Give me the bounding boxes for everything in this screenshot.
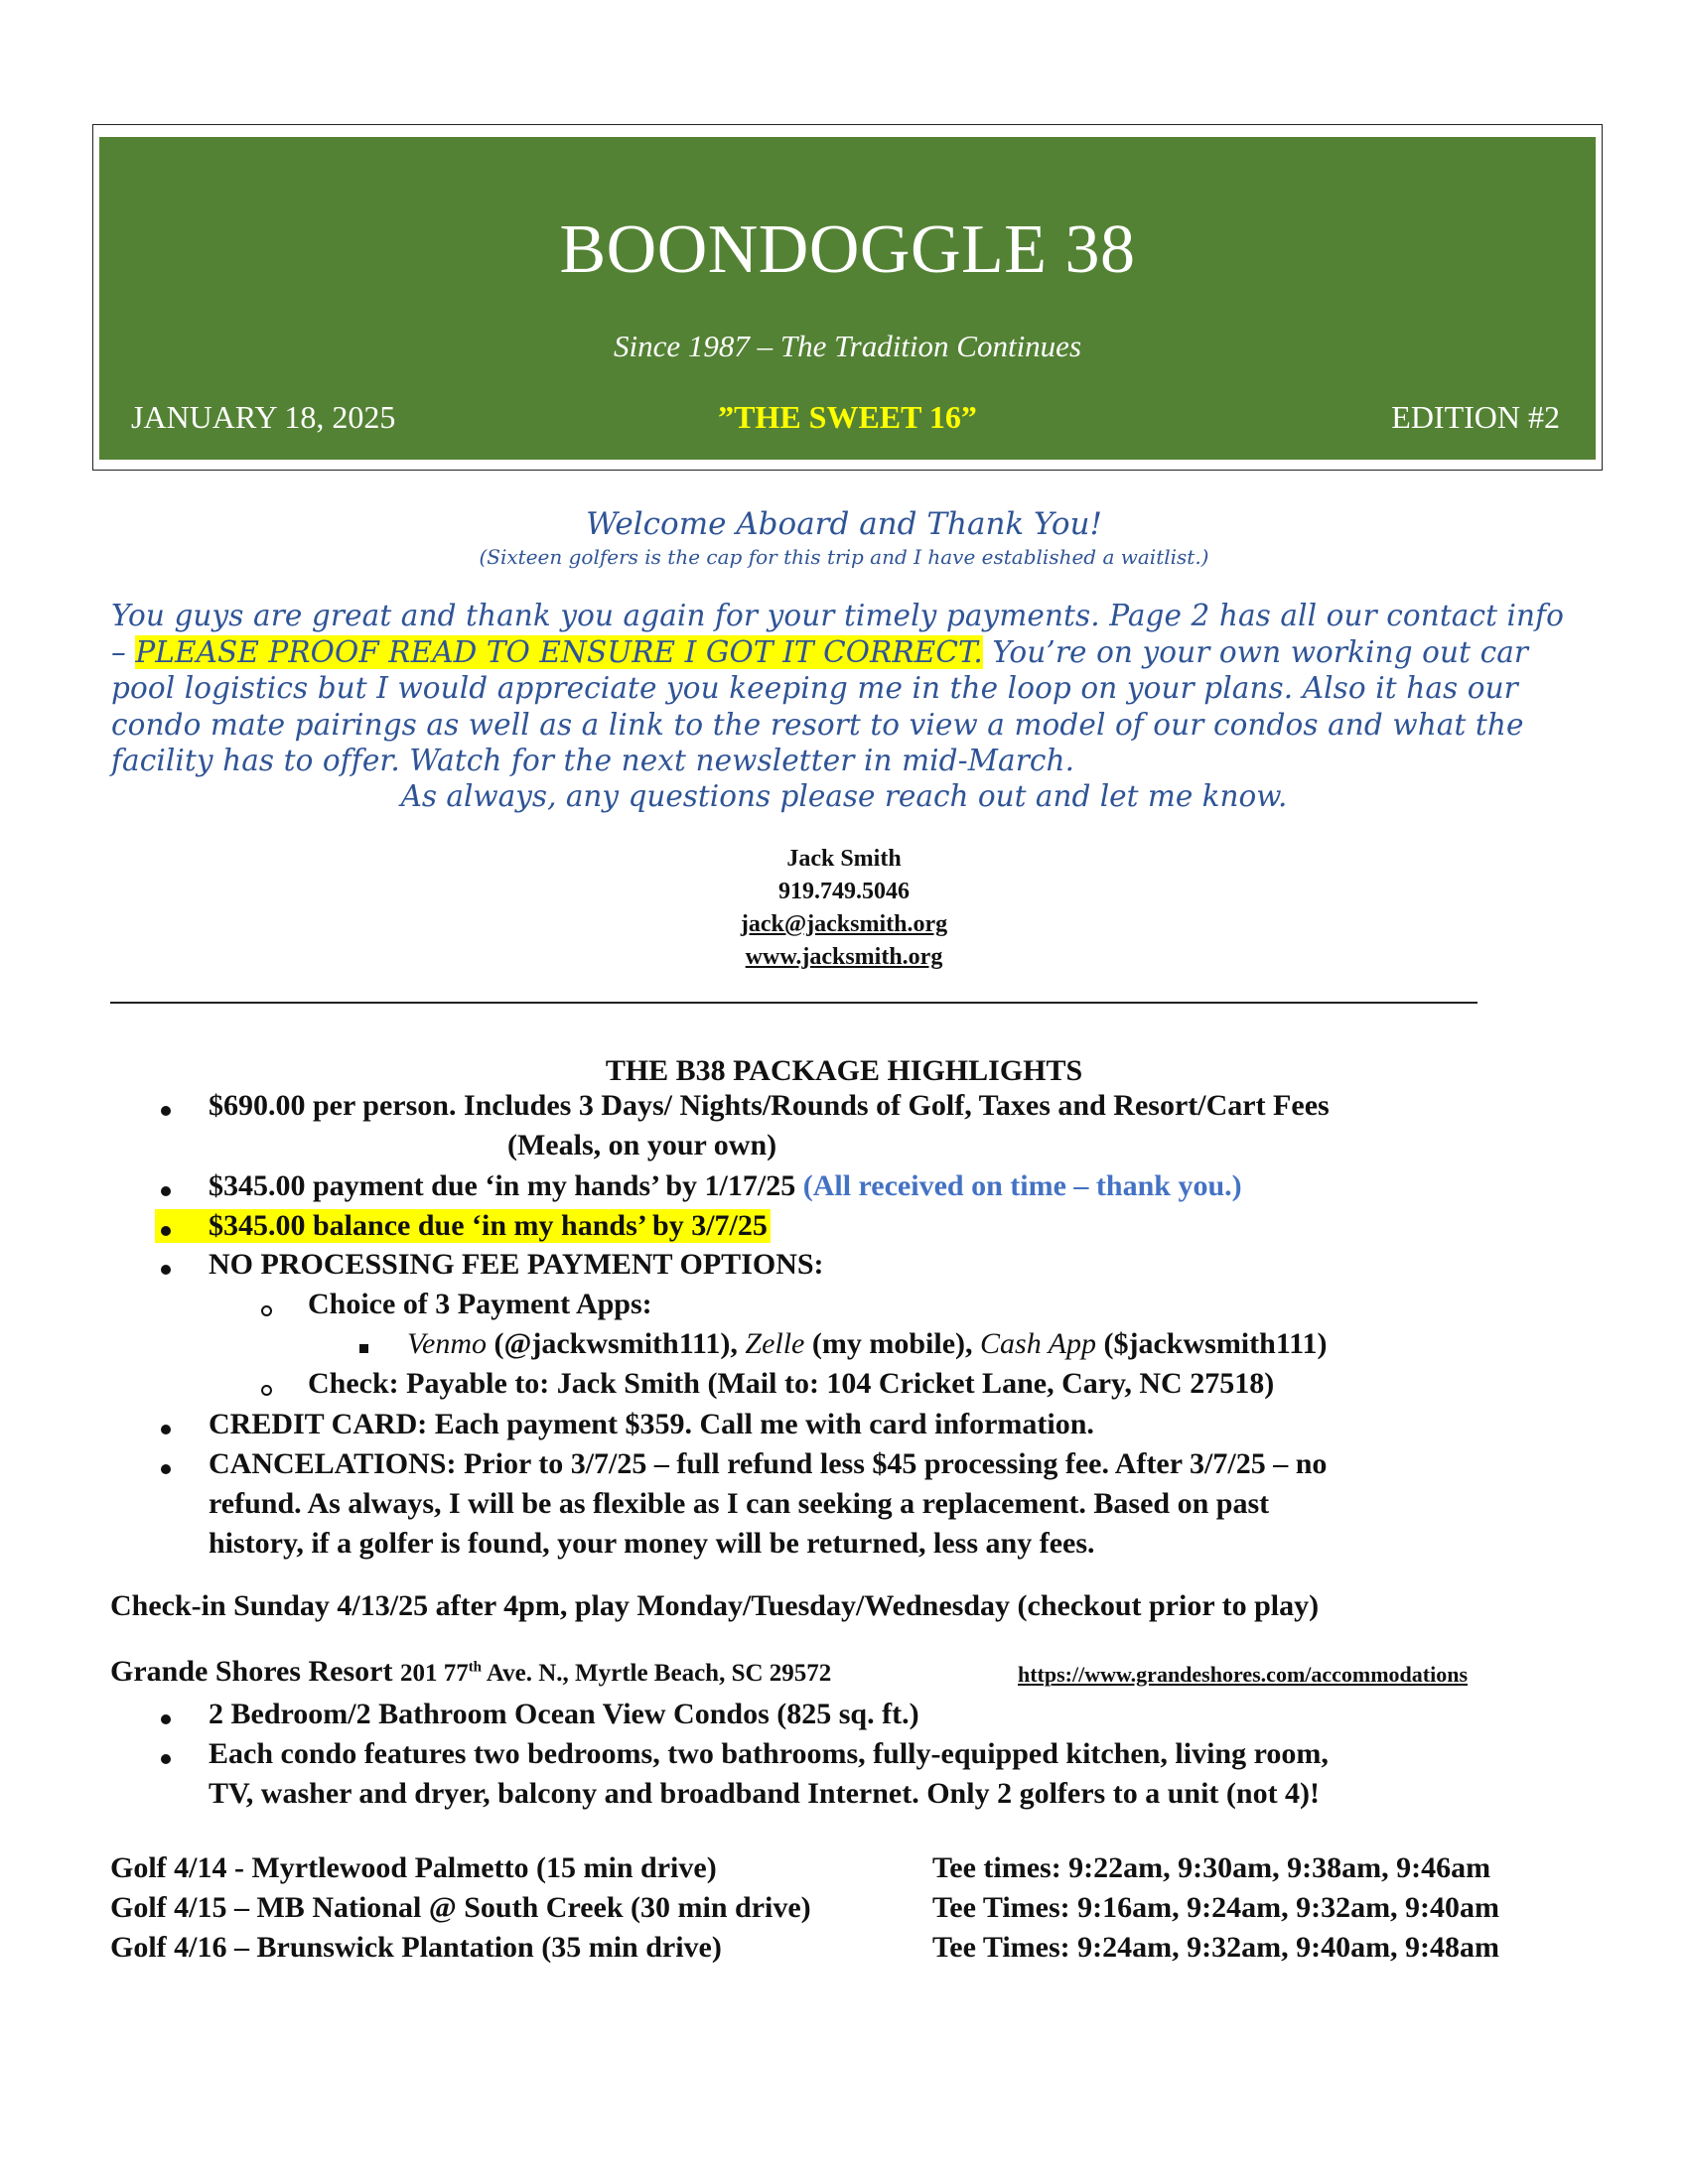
welcome-body-text: You’re on your own working out car pool logistics but I would appreciate you keeping me in the loop on your plans. Also it has our condo mate pairings as well as a link to the resort to view a model of our condos and what the facility has to offer. Watch for the next newsletter in mid-March. [111, 634, 1529, 777]
resort-name: Grande Shores Resort [110, 1655, 400, 1688]
address-number: 201 77 [399, 1660, 469, 1687]
golf-day-1: Golf 4/14 - Myrtlewood Palmetto (15 min drive) [110, 1851, 717, 1884]
bullet [161, 1265, 171, 1275]
issue-date: JANUARY 18, 2025 [131, 399, 396, 435]
golf-tee-times-1: Tee times: 9:22am, 9:30am, 9:38am, 9:46am [932, 1851, 1491, 1884]
edition-number: EDITION #2 [1391, 399, 1560, 435]
bullet [161, 1754, 171, 1764]
condo-features-2: TV, washer and dryer, balcony and broadband Internet. Only 2 golfers to a unit (not 4)! [209, 1777, 1321, 1810]
contact-name: Jack Smith [786, 846, 902, 872]
bullet [161, 1714, 171, 1724]
bullet [161, 1425, 171, 1434]
header-banner [99, 137, 1596, 460]
golf-tee-times-3: Tee Times: 9:24am, 9:32am, 9:40am, 9:48am [932, 1931, 1500, 1964]
checkin-info: Check-in Sunday 4/13/25 after 4pm, play Monday/Tuesday/Wednesday (checkout prior to play) [110, 1589, 1320, 1622]
welcome-body-text: You guys are great and thank you again for your timely payments. Page 2 has all our contact info – [111, 599, 1565, 669]
payment-1-note: (All received on time – thank you.) [802, 1169, 1242, 1202]
payment-1 [209, 1169, 1242, 1203]
payment-2-highlight [155, 1209, 771, 1243]
payment-2-text: $345.00 balance due ‘in my hands’ by 3/7/25 [209, 1209, 768, 1242]
condo-type: 2 Bedroom/2 Bathroom Ocean View Condos (825 sq. ft.) [209, 1698, 919, 1730]
newsletter-title: BOONDOGGLE 38 [559, 211, 1136, 288]
bullet [161, 1226, 171, 1236]
issue-theme: ”THE SWEET 16” [718, 399, 977, 435]
golf-day-3: Golf 4/16 – Brunswick Plantation (35 min drive) [110, 1931, 722, 1964]
payment-apps-heading: Choice of 3 Payment Apps: [308, 1288, 652, 1320]
resort-line [110, 1655, 831, 1689]
venmo-name: Venmo [407, 1327, 487, 1360]
payment-apps-list [407, 1327, 1328, 1361]
header-banner-frame [92, 124, 1603, 471]
payment-options-heading: NO PROCESSING FEE PAYMENT OPTIONS: [209, 1248, 824, 1281]
cancellation-policy-3: history, if a golfer is found, your money will be returned, less any fees. [209, 1527, 1095, 1560]
condo-features-1: Each condo features two bedrooms, two bathrooms, fully-equipped kitchen, living room, [209, 1737, 1329, 1770]
zelle-detail: (my mobile), [804, 1327, 981, 1360]
divider [110, 1002, 1477, 1004]
zelle-name: Zelle [745, 1327, 805, 1360]
credit-card: CREDIT CARD: Each payment $359. Call me with card information. [209, 1408, 1094, 1440]
welcome-subheading: (Sixteen golfers is the cap for this trip and I have established a waitlist.) [479, 545, 1209, 569]
resort-address [400, 1660, 831, 1687]
contact-block [0, 843, 1688, 974]
proofread-highlight: PLEASE PROOF READ TO ENSURE I GOT IT CORRECT. [135, 634, 983, 669]
contact-website-link[interactable]: www.jacksmith.org [745, 944, 943, 970]
welcome-closing: As always, any questions please reach out and let me know. [400, 779, 1288, 813]
address-suffix: th [468, 1659, 483, 1676]
cashapp-name: Cash App [980, 1327, 1096, 1360]
golf-tee-times-2: Tee Times: 9:16am, 9:24am, 9:32am, 9:40am [932, 1891, 1500, 1924]
bullet [161, 1106, 171, 1116]
address-street: Ave. N., Myrtle Beach, SC 29572 [482, 1660, 832, 1687]
check-payment: Check: Payable to: Jack Smith (Mail to: 104 Cricket Lane, Cary, NC 27518) [308, 1367, 1275, 1400]
newsletter-subtitle: Since 1987 – The Tradition Continues [613, 329, 1082, 363]
cancellation-policy-1: CANCELATIONS: Prior to 3/7/25 – full refund less $45 processing fee. After 3/7/25 – no [209, 1447, 1328, 1480]
resort-url-link[interactable]: https://www.grandeshores.com/accommodations [1018, 1662, 1469, 1687]
price-note: (Meals, on your own) [507, 1129, 777, 1161]
sub-bullet [261, 1385, 272, 1396]
welcome-body [111, 598, 1583, 779]
bullet [161, 1464, 171, 1474]
contact-phone: 919.749.5046 [778, 879, 910, 904]
golf-day-2: Golf 4/15 – MB National @ South Creek (30 min drive) [110, 1891, 811, 1924]
sub-sub-bullet [359, 1344, 368, 1353]
contact-email-link[interactable]: jack@jacksmith.org [740, 911, 948, 937]
cashapp-handle: ($jackwsmith111) [1096, 1327, 1328, 1360]
venmo-handle: (@jackwsmith111), [486, 1327, 746, 1360]
package-title: THE B38 PACKAGE HIGHLIGHTS [605, 1054, 1083, 1087]
welcome-heading: Welcome Aboard and Thank You! [586, 506, 1102, 542]
payment-1-text: $345.00 payment due ‘in my hands’ by 1/17/25 [209, 1169, 803, 1202]
sub-bullet [261, 1305, 272, 1316]
bullet [161, 1186, 171, 1196]
cancellation-policy-2: refund. As always, I will be as flexible as I can seeking a replacement. Based on past [209, 1487, 1270, 1520]
price-line: $690.00 per person. Includes 3 Days/ Nights/Rounds of Golf, Taxes and Resort/Cart Fees [209, 1089, 1330, 1122]
